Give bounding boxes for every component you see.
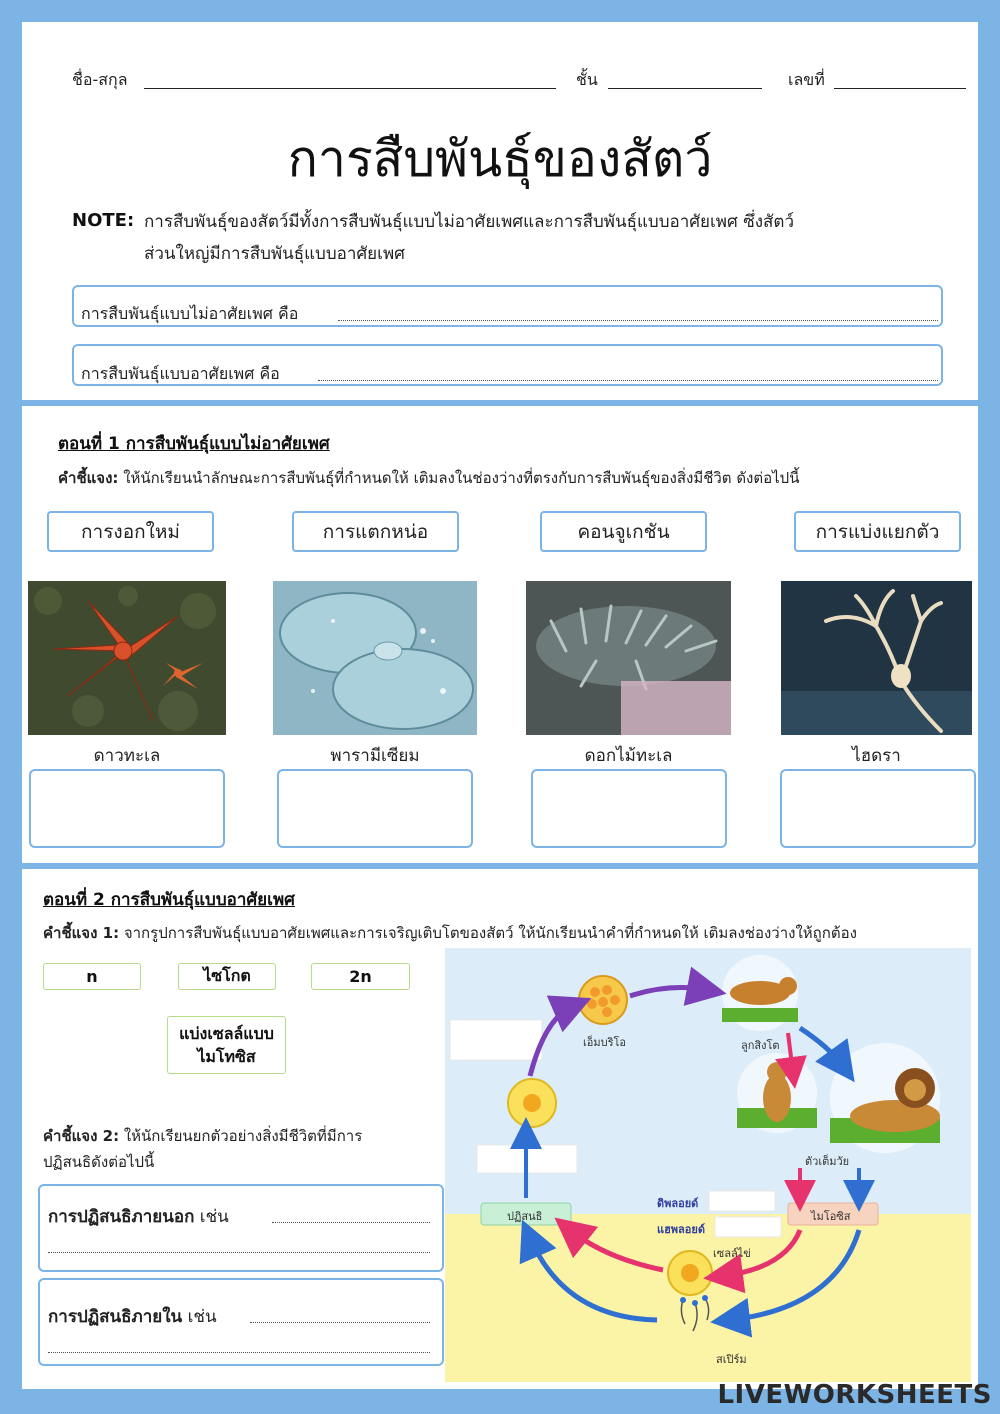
name-label: ชื่อ-สกุล — [72, 70, 128, 89]
blank-haploid[interactable] — [715, 1217, 781, 1237]
part1-title: ตอนที่ 1 การสืบพันธุ์แบบไม่อาศัยเพศ — [58, 434, 330, 454]
part1-instructions — [58, 466, 799, 490]
note-text — [144, 206, 944, 270]
number-label: เลขที่ — [788, 70, 825, 89]
liveworksheets-logo: LIVEWORKSHEETS — [717, 1380, 992, 1410]
class-field[interactable] — [608, 88, 762, 89]
part2-instructions-1 — [43, 921, 857, 945]
label-cub: ลูกสิงโต — [741, 1039, 780, 1052]
class-label: ชั้น — [576, 70, 598, 89]
label-diploid: ดิพลอยด์ — [657, 1197, 699, 1210]
paramecium-photo — [273, 581, 477, 735]
internal-fertilization-label — [48, 1303, 217, 1330]
asexual-definition-dots — [338, 320, 938, 321]
choice-regeneration[interactable]: การงอกใหม่ — [47, 511, 214, 552]
word-2n[interactable]: 2n — [311, 963, 410, 990]
label-sperm: สเปิร์ม — [716, 1353, 747, 1366]
caption-sea-anemone: ดอกไม้ทะเล — [584, 746, 673, 766]
internal-dots-2 — [48, 1352, 430, 1353]
part1-instr-text: ให้นักเรียนนำลักษณะการสืบพันธุ์ที่กำหนดให้ เติมลงในช่องว่างที่ตรงกับการสืบพันธุ์ของสิ่งมีชีวิต ดังต่อไปนี้ — [118, 469, 800, 487]
choice-fission[interactable]: การแบ่งแยกตัว — [794, 511, 961, 552]
note-line-1: การสืบพันธุ์ของสัตว์มีทั้งการสืบพันธุ์แบบไม่อาศัยเพศและการสืบพันธุ์แบบอาศัยเพศ ซึ่งสัตว์ — [144, 212, 795, 232]
word-mitosis[interactable] — [167, 1016, 286, 1074]
name-field[interactable] — [144, 88, 556, 89]
part2-instructions-2 — [43, 1123, 362, 1175]
internal-dots-1 — [250, 1322, 430, 1323]
internal-label: การปฏิสนธิภายใน — [48, 1307, 183, 1327]
part2-instr1-text: จากรูปการสืบพันธุ์แบบอาศัยเพศและการเจริญเติบโตของสัตว์ ให้นักเรียนนำคำที่กำหนดให้ เติมลงช่องว่างให้ถูกต้อง — [119, 924, 857, 942]
external-fertilization-label — [48, 1203, 229, 1230]
word-mitosis-line2: ไมโทซิส — [197, 1047, 256, 1066]
blank-diploid[interactable] — [709, 1191, 775, 1211]
page-title: การสืบพันธุ์ของสัตว์ — [287, 130, 713, 188]
caption-hydra: ไฮดรา — [852, 746, 901, 766]
part2-instr2-line2: ปฏิสนธิดังต่อไปนี้ — [43, 1153, 155, 1171]
label-haploid: แฮพลอยด์ — [657, 1223, 705, 1236]
starfish-photo — [28, 581, 226, 735]
sexual-definition-dots — [318, 380, 938, 381]
internal-example-word: เช่น — [182, 1307, 217, 1327]
note-label: NOTE: — [72, 210, 135, 231]
answer-box-hydra[interactable] — [780, 769, 976, 848]
label-fertilization: ปฏิสนธิ — [507, 1210, 543, 1223]
choice-budding[interactable]: การแตกหน่อ — [292, 511, 459, 552]
label-egg: เซลล์ไข่ — [713, 1247, 751, 1260]
life-cycle-graphic — [445, 948, 971, 1382]
part2-instr2-label: คำชี้แจง 2: — [43, 1127, 120, 1145]
note-line-2: ส่วนใหญ่มีการสืบพันธุ์แบบอาศัยเพศ — [144, 244, 405, 264]
part1-instr-label: คำชี้แจง: — [58, 469, 119, 487]
answer-box-sea-anemone[interactable] — [531, 769, 727, 848]
label-meiosis: ไมโอซิส — [811, 1210, 851, 1223]
caption-starfish: ดาวทะเล — [93, 746, 161, 766]
label-embryo: เอ็มบริโอ — [583, 1036, 627, 1049]
label-adult: ตัวเต็มวัย — [805, 1155, 850, 1168]
number-field[interactable] — [834, 88, 966, 89]
external-example-word: เช่น — [194, 1207, 229, 1227]
blank-embryo-left[interactable] — [450, 1020, 542, 1060]
lion-life-cycle-diagram — [445, 948, 971, 1382]
word-n[interactable]: n — [43, 963, 141, 990]
sea-anemone-photo — [526, 581, 731, 735]
part2-instr2-line1: ให้นักเรียนยกตัวอย่างสิ่งมีชีวิตที่มีการ — [119, 1127, 363, 1145]
word-mitosis-line1: แบ่งเซลล์แบบ — [179, 1024, 274, 1043]
answer-box-paramecium[interactable] — [277, 769, 473, 848]
caption-paramecium: พารามีเซียม — [330, 746, 420, 766]
word-zygote[interactable]: ไซโกต — [178, 963, 276, 990]
external-dots-1 — [272, 1222, 430, 1223]
external-label: การปฏิสนธิภายนอก — [48, 1207, 195, 1227]
part2-title: ตอนที่ 2 การสืบพันธุ์แบบอาศัยเพศ — [43, 890, 295, 910]
choice-conjugation[interactable]: คอนจูเกชัน — [540, 511, 707, 552]
external-dots-2 — [48, 1252, 430, 1253]
hydra-photo — [781, 581, 972, 735]
sexual-definition-label: การสืบพันธุ์แบบอาศัยเพศ คือ — [81, 364, 280, 383]
asexual-definition-label: การสืบพันธุ์แบบไม่อาศัยเพศ คือ — [81, 304, 299, 323]
part2-instr1-label: คำชี้แจง 1: — [43, 924, 120, 942]
answer-box-starfish[interactable] — [29, 769, 225, 848]
